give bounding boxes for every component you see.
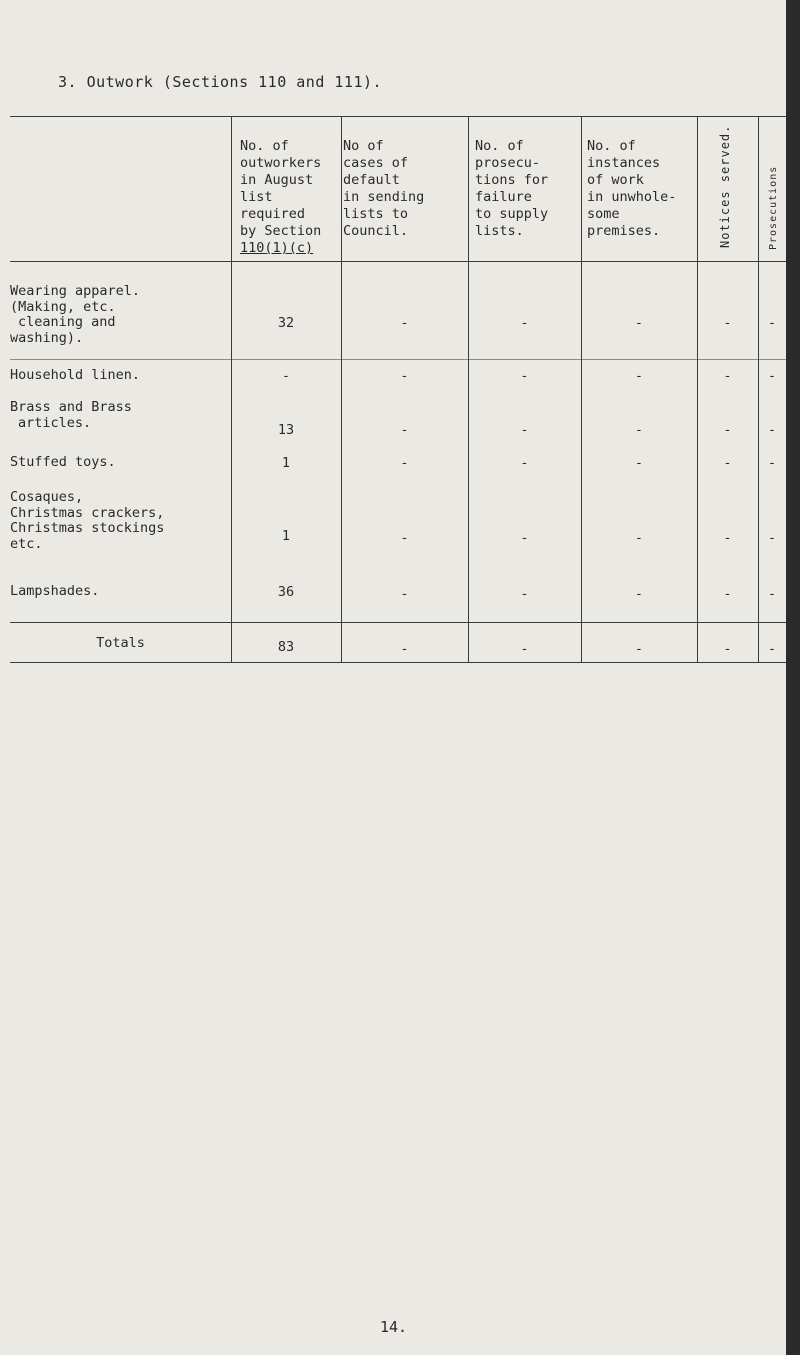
totals-label: Totals <box>96 635 145 651</box>
table-cell: - <box>723 368 732 384</box>
header-unwholesome-premises: No. of instances of work in unwhole- some premises. <box>587 138 677 239</box>
section-heading: 3. Outwork (Sections 110 and 111). <box>58 73 383 91</box>
row-label-lampshades: Lampshades. <box>10 583 100 599</box>
table-cell: 1 <box>281 528 291 544</box>
table-top-rule <box>10 116 786 117</box>
totals-top-rule <box>10 622 786 623</box>
column-rule <box>758 116 759 662</box>
header-notices-served: Notices served. <box>718 124 732 248</box>
table-cell: - <box>400 368 409 384</box>
row-label-cosaques: Cosaques, Christmas crackers, Christmas stockings etc. <box>10 489 165 552</box>
table-cell: 36 <box>277 584 295 600</box>
table-cell: - <box>634 586 644 602</box>
table-cell: - <box>520 586 529 602</box>
table-cell: - <box>520 368 529 384</box>
row-divider <box>10 359 786 360</box>
table-cell: - <box>767 455 777 471</box>
table-cell: - <box>723 530 732 546</box>
table-cell: - <box>634 315 644 331</box>
column-rule <box>231 116 232 662</box>
table-cell: - <box>281 368 291 384</box>
table-cell: - <box>767 586 777 602</box>
table-cell: - <box>767 422 777 438</box>
header-bottom-rule <box>10 261 786 262</box>
header-prosecutions-failure: No. of prosecu- tions for failure to supply lists. <box>475 138 549 239</box>
row-label-wearing-apparel: Wearing apparel. (Making, etc. cleaning and washing). <box>10 283 141 346</box>
table-cell: - <box>400 455 409 471</box>
header-outworkers: No. of outworkers in August list required by Section 110(1)(c) <box>240 138 322 256</box>
table-cell: - <box>767 368 777 384</box>
totals-cell: - <box>723 641 732 657</box>
totals-cell: - <box>767 641 777 657</box>
table-cell: - <box>400 422 409 438</box>
row-label-household-linen: Household linen. <box>10 367 141 383</box>
table-cell: - <box>634 422 644 438</box>
table-cell: - <box>400 530 409 546</box>
row-label-brass-articles: Brass and Brass articles. <box>10 399 132 431</box>
table-bottom-rule <box>10 662 786 663</box>
totals-cell: - <box>634 641 644 657</box>
table-cell: - <box>767 315 777 331</box>
column-rule <box>697 116 698 662</box>
table-cell: - <box>400 586 409 602</box>
header-prosecutions: Prosecutions <box>768 165 779 250</box>
column-rule <box>468 116 469 662</box>
table-cell: - <box>520 455 529 471</box>
table-cell: 13 <box>277 422 295 438</box>
page-number: 14. <box>380 1318 408 1336</box>
table-cell: - <box>634 455 644 471</box>
table-cell: - <box>634 368 644 384</box>
table-cell: - <box>520 422 529 438</box>
column-rule <box>341 116 342 662</box>
totals-cell: 83 <box>277 639 295 655</box>
table-cell: - <box>634 530 644 546</box>
table-cell: - <box>723 315 732 331</box>
scan-edge <box>786 0 800 1355</box>
table-cell: - <box>723 422 732 438</box>
table-cell: 32 <box>277 315 295 331</box>
table-cell: - <box>520 530 529 546</box>
table-cell: - <box>767 530 777 546</box>
table-cell: - <box>400 315 409 331</box>
row-label-stuffed-toys: Stuffed toys. <box>10 454 116 470</box>
table-cell: - <box>723 586 732 602</box>
totals-cell: - <box>400 641 409 657</box>
table-cell: - <box>723 455 732 471</box>
table-cell: - <box>520 315 529 331</box>
totals-cell: - <box>520 641 529 657</box>
table-cell: 1 <box>281 455 291 471</box>
column-rule <box>581 116 582 662</box>
header-cases-default: No of cases of default in sending lists to Council. <box>343 138 425 239</box>
